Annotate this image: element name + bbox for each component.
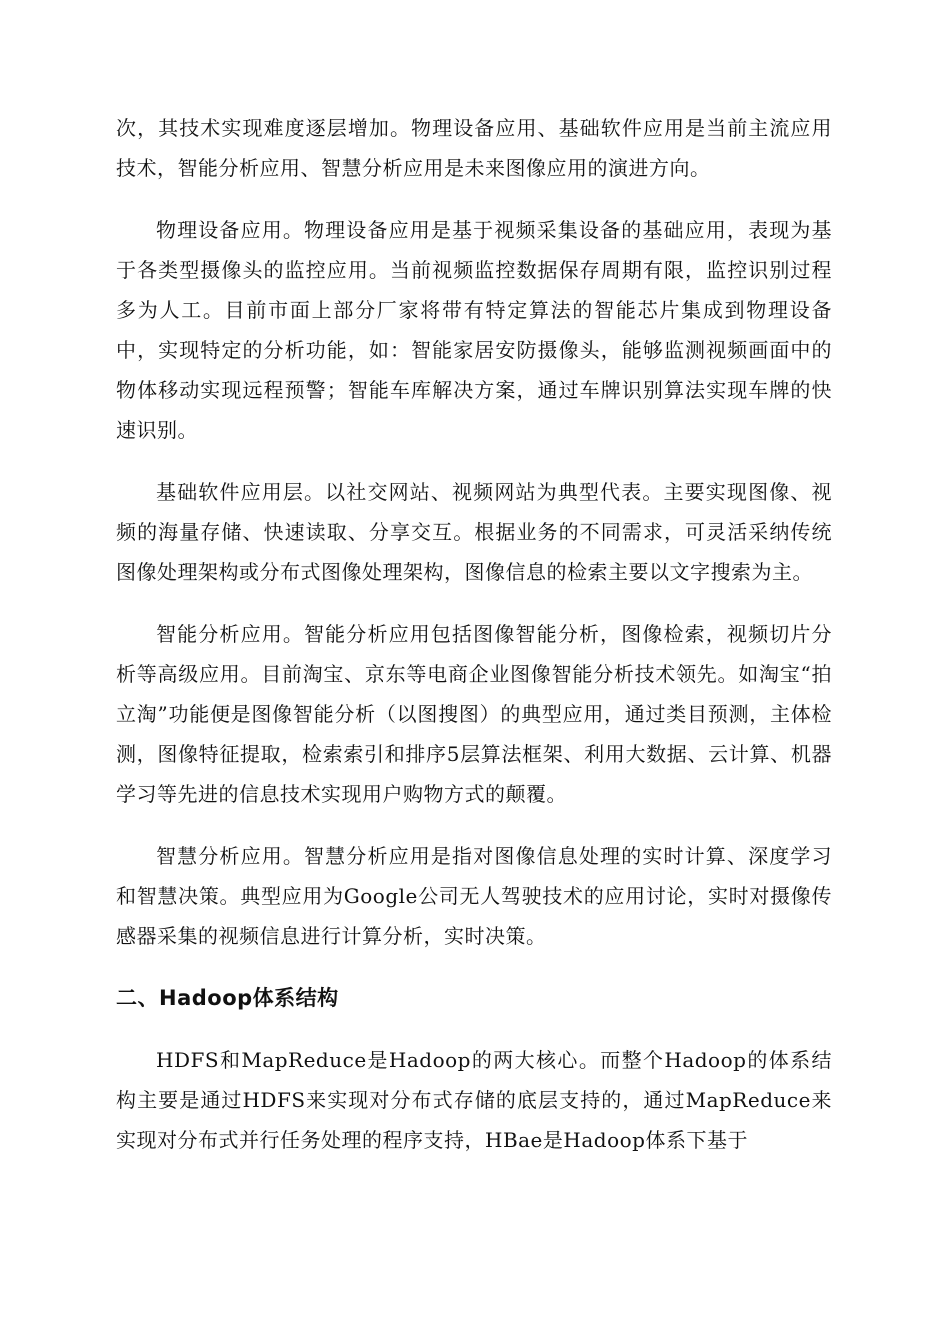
paragraph-physical-device: 物理设备应用。物理设备应用是基于视频采集设备的基础应用，表现为基于各类型摄像头的监控应用。当前视频监控数据保存周期有限，监控识别过程多为人工。目前市面上部分厂家将带有特定算法的智能芯片集成到物理设备中，实现特定的分析功能，如：智能家居安防摄像头，能够监测视频画面中的物体移动实现远程预警；智能车库解决方案，通过车牌识别算法实现车牌的快速识别。 [116, 218, 832, 442]
paragraph-smart-analysis: 智慧分析应用。智慧分析应用是指对图像信息处理的实时计算、深度学习和智慧决策。典型应用为Google公司无人驾驶技术的应用讨论，实时对摄像传感器采集的视频信息进行计算分析，实时决策。 [116, 844, 832, 948]
paragraph-basic-software: 基础软件应用层。以社交网站、视频网站为典型代表。主要实现图像、视频的海量存储、快速读取、分享交互。根据业务的不同需求，可灵活采纳传统图像处理架构或分布式图像处理架构，图像信息的检索主要以文字搜索为主。 [116, 480, 832, 584]
paragraph-intelligent-analysis: 智能分析应用。智能分析应用包括图像智能分析，图像检索，视频切片分析等高级应用。目前淘宝、京东等电商企业图像智能分析技术领先。如淘宝“拍立淘”功能便是图像智能分析（以图搜图）的典型应用，通过类目预测，主体检测，图像特征提取，检索索引和排序5层算法框架、利用大数据、云计算、机器学习等先进的信息技术实现用户购物方式的颠覆。 [116, 622, 832, 806]
section-heading: 二、Hadoop体系结构 [116, 986, 339, 1010]
document-body [116, 108, 832, 1182]
paragraph-hadoop-intro: HDFS和MapReduce是Hadoop的两大核心。而整个Hadoop的体系结构主要是通过HDFS来实现对分布式存储的底层支持的，通过MapReduce来实现对分布式并行任务处理的程序支持，HBae是Hadoop体系下基于 [116, 1048, 832, 1152]
paragraph-continuation: 次，其技术实现难度逐层增加。物理设备应用、基础软件应用是当前主流应用技术，智能分析应用、智慧分析应用是未来图像应用的演进方向。 [116, 116, 832, 180]
